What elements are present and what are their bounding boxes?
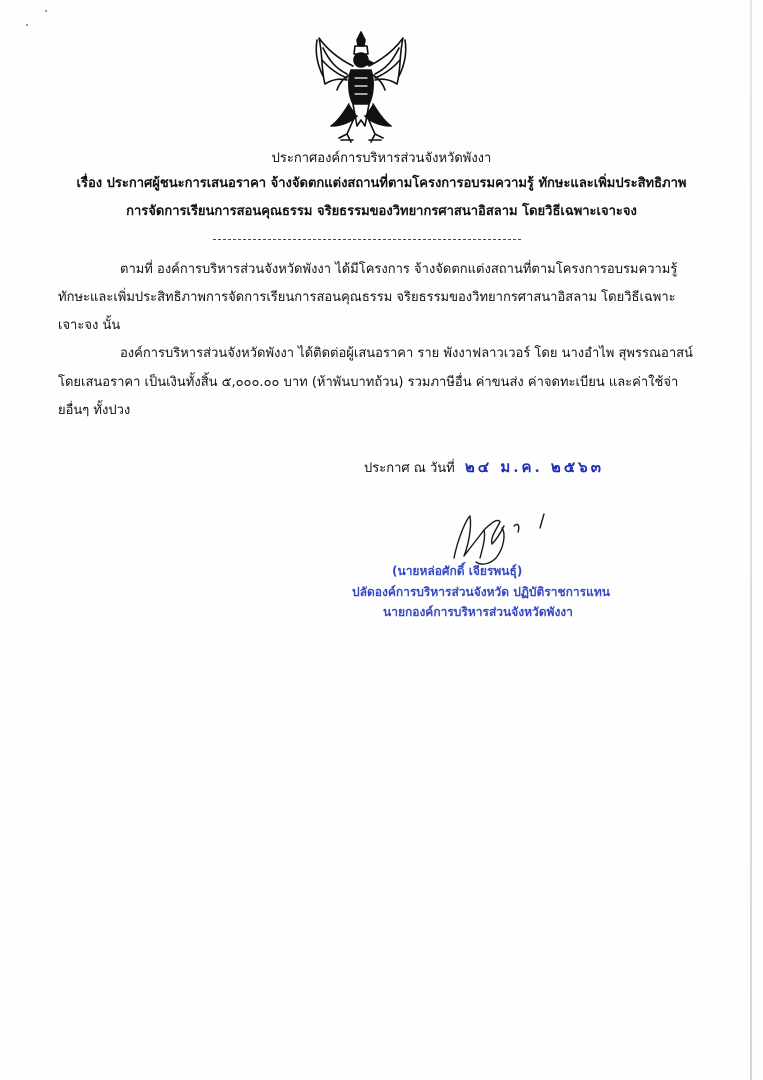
scan-speck bbox=[45, 10, 47, 12]
subject-line-2: การจัดการเรียนการสอนคุณธรรม จริยธรรมของวิทยากรศาสนาอิสลาม โดยวิธีเฉพาะเจาะจง bbox=[126, 204, 637, 219]
signatory-position-stamp-2: นายกองค์การบริหารส่วนจังหวัดพังงา bbox=[383, 605, 573, 619]
signatory-position-stamp-1: ปลัดองค์การบริหารส่วนจังหวัด ปฏิบัติราชการแทน bbox=[352, 585, 610, 599]
paragraph-1-line-2: ทักษะและเพิ่มประสิทธิภาพการจัดการเรียนการสอนคุณธรรม จริยธรรมของวิทยากรศาสนาอิสลาม โดยวิธีเฉพาะ bbox=[58, 290, 676, 305]
garuda-emblem-icon bbox=[313, 30, 409, 148]
announcement-label: ประกาศ ณ วันที่ bbox=[364, 461, 455, 476]
handwritten-signature-icon bbox=[440, 508, 550, 570]
handwritten-date: ๒๔ ม.ค. ๒๕๖๓ bbox=[464, 458, 604, 476]
scan-speck bbox=[26, 24, 28, 26]
signatory-name-stamp: (นายหล่อศักดิ์ เจียรพนธุ์) bbox=[392, 564, 523, 578]
scan-edge-shadow bbox=[750, 0, 752, 1080]
header-divider bbox=[213, 239, 521, 240]
paragraph-1-line-1: ตามที่ องค์การบริหารส่วนจังหวัดพังงา ได้มีโครงการ จ้างจัดตกแต่งสถานที่ตามโครงการอบรมความรู้ bbox=[120, 262, 678, 277]
paragraph-1-line-3: เจาะจง นั้น bbox=[58, 318, 121, 333]
subject-line-1: เรื่อง ประกาศผู้ชนะการเสนอราคา จ้างจัดตกแต่งสถานที่ตามโครงการอบรมความรู้ ทักษะและเพิ่มประสิทธิภาพ bbox=[76, 176, 687, 191]
paragraph-2-line-2: โดยเสนอราคา เป็นเงินทั้งสิ้น ๕,๐๐๐.๐๐ บาท (ห้าพันบาทถ้วน) รวมภาษีอื่น ค่าขนส่ง ค่าจดทะเบียน และค่าใช้จ่า bbox=[58, 375, 679, 390]
document-title: ประกาศองค์การบริหารส่วนจังหวัดพังงา bbox=[271, 151, 492, 166]
paragraph-2-line-1: องค์การบริหารส่วนจังหวัดพังงา ได้ติดต่อผู้เสนอราคา ราย พังงาฟลาวเวอร์ โดย นางอำไพ สุพรรณอาสน์ bbox=[120, 346, 693, 361]
announcement-date bbox=[364, 458, 604, 478]
paragraph-2-line-3: ยอื่นๆ ทั้งปวง bbox=[58, 403, 131, 418]
